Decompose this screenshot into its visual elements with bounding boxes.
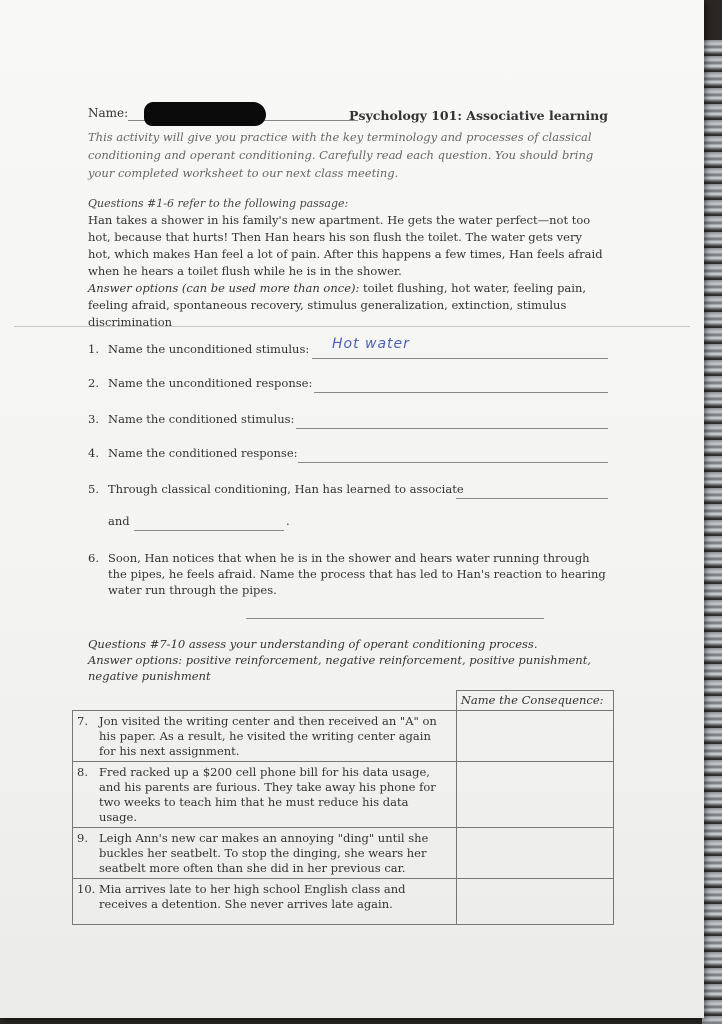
question-number: 3. [88, 412, 99, 426]
worksheet-intro: This activity will give you practice with the key terminology and processes of classical conditioning and operant conditioning. Carefully read each question. You should bring your completed worksheet to our next class meeting. [88, 130, 594, 180]
question-text: Name the unconditioned stimulus: [108, 342, 310, 356]
section-divider [14, 326, 690, 327]
row-number: 9. [77, 831, 88, 845]
scenario-text: Jon visited the writing center and then received an "A" on his paper. As a result, he visited the writing center again for his next assignment. [99, 714, 437, 758]
question-number: 6. [88, 551, 99, 565]
scenario-text: Fred racked up a $200 cell phone bill for his data usage, and his parents are furious. They take away his phone for two weeks to teach him that he must reduce his data usage. [99, 765, 436, 824]
row-number: 10. [77, 882, 96, 896]
table-row [73, 879, 614, 925]
question-text: Name the unconditioned response: [108, 376, 313, 390]
question-1-handwritten-answer: Hot water [332, 336, 410, 352]
notebook-spiral-binding [702, 40, 722, 1024]
consequence-answer-cell[interactable] [456, 762, 613, 828]
operant-section-heading: Questions #7-10 assess your understanding of operant conditioning process. [88, 637, 538, 651]
question-number: 5. [88, 482, 99, 496]
classical-section-heading: Questions #1-6 refer to the following passage: [88, 197, 349, 210]
question-5-and [108, 514, 130, 528]
row-number: 8. [77, 765, 88, 779]
operant-section [88, 636, 608, 684]
consequence-table [72, 690, 614, 925]
row-number: 7. [77, 714, 88, 728]
redacted-name-mark [144, 102, 266, 126]
question-number: 1. [88, 342, 99, 356]
question-2 [88, 376, 312, 390]
scenario-cell [73, 879, 457, 925]
question-4 [88, 446, 298, 460]
question-6-answer-field[interactable] [246, 604, 544, 619]
question-2-answer-field[interactable] [314, 378, 608, 393]
scenario-cell [73, 828, 457, 879]
table-row [73, 711, 614, 762]
table-row [73, 828, 614, 879]
worksheet-title: Psychology 101: Associative learning [349, 108, 608, 123]
question-number: 4. [88, 446, 99, 460]
answer-options-label: Answer options (can be used more than once): [88, 281, 360, 295]
consequence-answer-cell[interactable] [456, 711, 613, 762]
consequence-answer-cell[interactable] [456, 828, 613, 879]
worksheet-header [88, 104, 608, 331]
question-3-answer-field[interactable] [296, 414, 608, 429]
table-row [73, 762, 614, 828]
scenario-text: Mia arrives late to her high school English class and receives a detention. She never arrives late again. [99, 882, 406, 911]
table-header-row [73, 691, 614, 711]
question-5-answer-field-2[interactable] [134, 516, 284, 531]
name-row [88, 104, 608, 126]
question-3 [88, 412, 294, 426]
question-text: Name the conditioned response: [108, 446, 298, 460]
question-5-answer-field-1[interactable] [456, 484, 608, 499]
question-text: Soon, Han notices that when he is in the shower and hears water running through the pipes, he feels afraid. Name the process that has led to Han's reaction to hearing water run through the pipes. [108, 551, 606, 597]
question-6 [88, 550, 608, 598]
question-5 [88, 482, 464, 496]
name-label: Name: [88, 106, 129, 120]
answer-options-list: toilet flushing, hot water, feeling pain, feeling afraid, spontaneous recovery, stimulus generalization, extinction, stimulus discrimination [88, 281, 587, 329]
question-text: Name the conditioned stimulus: [108, 412, 295, 426]
question-5-period: . [286, 514, 290, 528]
question-4-answer-field[interactable] [298, 448, 608, 463]
and-label: and [108, 514, 130, 528]
scenario-text: Leigh Ann's new car makes an annoying "ding" until she buckles her seatbelt. To stop the dinging, she wears her seatbelt more often than she did in her previous car. [99, 831, 429, 875]
classical-passage: Han takes a shower in his family's new apartment. He gets the water perfect—not too hot, because that hurts! Then Han hears his son flush the toilet. The water gets very hot, which makes Han feel a lot of pain. After this happens a few times, Han feels afraid when he hears a toilet flush while he is in the shower. [88, 213, 603, 278]
table-header-spacer [73, 691, 457, 711]
consequence-answer-cell[interactable] [456, 879, 613, 925]
question-text: Through classical conditioning, Han has learned to associate [108, 482, 464, 496]
column-header-consequence: Name the Consequence: [456, 691, 613, 711]
classical-answer-options [88, 280, 608, 331]
scenario-cell [73, 711, 457, 762]
operant-answer-options: Answer options: positive reinforcement, negative reinforcement, positive punishment, negative punishment [88, 653, 591, 683]
scenario-cell [73, 762, 457, 828]
question-number: 2. [88, 376, 99, 390]
question-1 [88, 342, 309, 356]
